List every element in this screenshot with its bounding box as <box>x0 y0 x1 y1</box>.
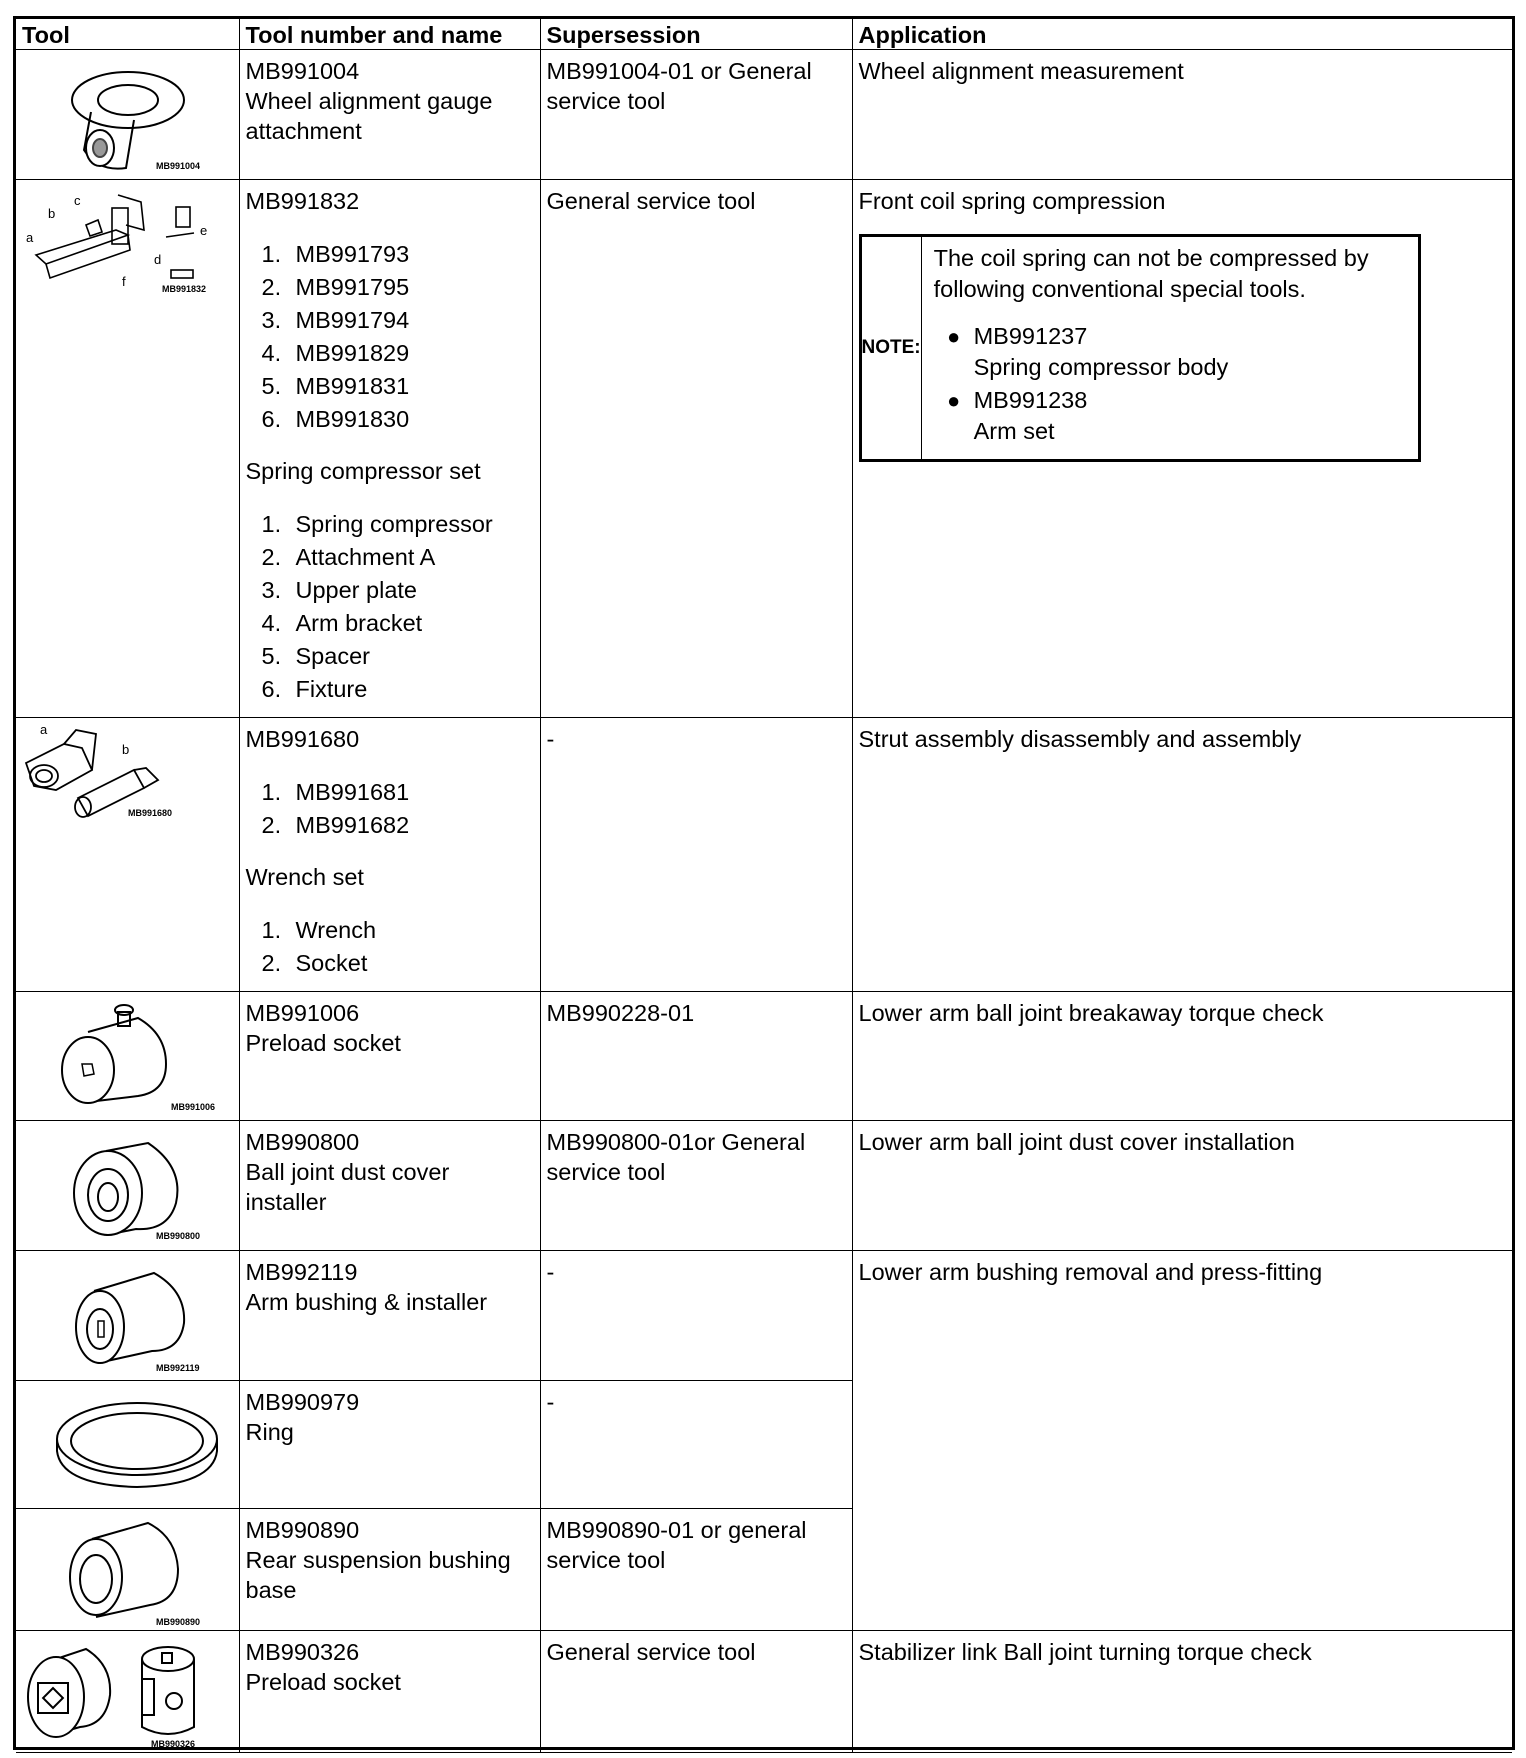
callout-f: f <box>122 274 126 289</box>
application-cell: Lower arm bushing removal and press-fitting <box>852 1251 1512 1631</box>
callout-b: b <box>122 742 130 757</box>
callout-c: c <box>74 193 81 208</box>
note-text: The coil spring can not be compressed by following conventional special tools. <box>933 245 1369 302</box>
callout-a: a <box>26 230 34 245</box>
application-cell: Lower arm ball joint breakaway torque check <box>852 992 1512 1121</box>
supersession-cell: - <box>540 1381 852 1509</box>
list-item: 1. Spring compressor <box>261 511 493 537</box>
list-item: 1. Wrench <box>261 917 377 943</box>
header-supersession: Supersession <box>540 19 852 50</box>
tool-name: Preload socket <box>245 1669 401 1695</box>
bullet-icon: ● <box>946 388 961 413</box>
tool-table-frame <box>13 16 1515 1750</box>
tool-number-name <box>239 1509 540 1631</box>
tool-image-cell <box>16 1121 239 1251</box>
tool-number: MB990890 <box>245 1517 360 1543</box>
note-item: ● MB991237 Spring compressor body <box>934 321 1408 383</box>
table-row <box>16 992 1512 1121</box>
supersession-cell: MB990890-01 or general service tool <box>540 1509 852 1631</box>
header-application: Application <box>852 19 1512 50</box>
application-cell: Wheel alignment measurement <box>852 50 1512 180</box>
tool-number-name <box>239 992 540 1121</box>
application-cell <box>852 180 1512 718</box>
image-caption: MB990890 <box>156 1617 201 1627</box>
table-row <box>16 1251 1512 1381</box>
callout-e: e <box>200 223 208 238</box>
image-caption: MB991680 <box>128 808 173 818</box>
tool-number-name <box>239 718 540 992</box>
gauge-attachment-illustration <box>16 50 239 180</box>
note-label: NOTE: <box>862 237 922 459</box>
note-item: ● MB991238 Arm set <box>934 385 1408 447</box>
application-cell: Stabilizer link Ball joint turning torque check <box>852 1631 1512 1753</box>
list-item: 6. MB991830 <box>261 406 410 432</box>
tool-image-cell <box>16 50 239 180</box>
table-row <box>16 1631 1512 1753</box>
tool-number-name <box>239 1251 540 1381</box>
part-number-list <box>246 776 534 842</box>
supersession-cell: General service tool <box>540 180 852 718</box>
note-box <box>859 234 1421 462</box>
bullet-icon: ● <box>946 324 961 349</box>
header-tool: Tool <box>16 19 239 50</box>
tool-number-name <box>239 1381 540 1509</box>
list-item: 3. Upper plate <box>261 577 417 603</box>
image-caption: MB991006 <box>171 1102 216 1112</box>
header-tool-number-name: Tool number and name <box>239 19 540 50</box>
image-caption: MB991004 <box>156 161 201 171</box>
special-tools-table <box>16 19 1512 1753</box>
list-item: 4. Arm bracket <box>261 610 423 636</box>
note-body <box>922 237 1418 459</box>
list-item: 6. Fixture <box>261 676 368 702</box>
table-row <box>16 180 1512 718</box>
list-item: 2. MB991682 <box>261 812 410 838</box>
tool-name: Arm bushing & installer <box>245 1289 488 1315</box>
image-caption: MB990800 <box>156 1231 201 1241</box>
supersession-cell: - <box>540 718 852 992</box>
supersession-cell: - <box>540 1251 852 1381</box>
tool-number: MB991832 <box>245 188 360 214</box>
list-item: 5. Spacer <box>261 643 370 669</box>
tool-image-cell <box>16 1631 239 1753</box>
tool-number: MB991004 <box>245 58 360 84</box>
tool-image-cell <box>16 1251 239 1381</box>
supersession-cell: MB991004-01 or General service tool <box>540 50 852 180</box>
tool-name: Rear suspension bushing base <box>245 1547 511 1603</box>
tool-number-name <box>239 1121 540 1251</box>
table-row <box>16 1121 1512 1251</box>
tool-image-cell <box>16 992 239 1121</box>
list-item: 2. Socket <box>261 950 368 976</box>
component-list <box>246 508 534 706</box>
part-number-list <box>246 238 534 436</box>
tool-number: MB990800 <box>245 1129 360 1155</box>
table-row <box>16 718 1512 992</box>
callout-b: b <box>48 206 56 221</box>
supersession-cell: MB990800-01or General service tool <box>540 1121 852 1251</box>
callout-d: d <box>154 252 162 267</box>
list-item: 5. MB991831 <box>261 373 410 399</box>
header-row <box>16 19 1512 50</box>
image-caption: MB991832 <box>162 284 207 294</box>
tool-image-cell <box>16 180 239 718</box>
table-row <box>16 50 1512 180</box>
list-item: 4. MB991829 <box>261 340 410 366</box>
supersession-cell: MB990228-01 <box>540 992 852 1121</box>
tool-number: MB991006 <box>245 1000 360 1026</box>
tool-name: Spring compressor set <box>245 458 481 484</box>
dust-cover-installer-illustration <box>16 1121 239 1251</box>
tool-number: MB991680 <box>245 726 360 752</box>
tool-number: MB990326 <box>245 1639 360 1665</box>
tool-number-name <box>239 180 540 718</box>
supersession-cell: General service tool <box>540 1631 852 1753</box>
tool-image-cell <box>16 1509 239 1631</box>
tool-name: Ring <box>245 1419 294 1445</box>
callout-a: a <box>40 722 48 737</box>
list-item: 2. Attachment A <box>261 544 436 570</box>
component-list <box>246 914 534 980</box>
bushing-base-illustration <box>16 1509 239 1631</box>
arm-bushing-installer-illustration <box>16 1251 239 1381</box>
tool-number: MB990979 <box>245 1389 360 1415</box>
tool-name: Wrench set <box>245 864 364 890</box>
application-text: Front coil spring compression <box>858 188 1166 214</box>
tool-image-cell <box>16 718 239 992</box>
application-cell: Lower arm ball joint dust cover installation <box>852 1121 1512 1251</box>
application-cell: Strut assembly disassembly and assembly <box>852 718 1512 992</box>
tool-image-cell <box>16 1381 239 1509</box>
list-item: 2. MB991795 <box>261 274 410 300</box>
list-item: 1. MB991793 <box>261 241 410 267</box>
wrench-set-illustration <box>16 718 239 818</box>
stabilizer-preload-socket-illustration <box>16 1631 239 1753</box>
ring-illustration <box>16 1381 239 1509</box>
tool-number: MB992119 <box>245 1259 358 1285</box>
tool-number-name <box>239 1631 540 1753</box>
tool-name: Ball joint dust cover installer <box>245 1159 450 1215</box>
tool-name: Wheel alignment gauge attachment <box>245 88 493 144</box>
image-caption: MB990326 <box>151 1739 196 1749</box>
list-item: 3. MB991794 <box>261 307 410 333</box>
image-caption: MB992119 <box>156 1363 200 1373</box>
tool-number-name <box>239 50 540 180</box>
list-item: 1. MB991681 <box>261 779 410 805</box>
tool-name: Preload socket <box>245 1030 401 1056</box>
